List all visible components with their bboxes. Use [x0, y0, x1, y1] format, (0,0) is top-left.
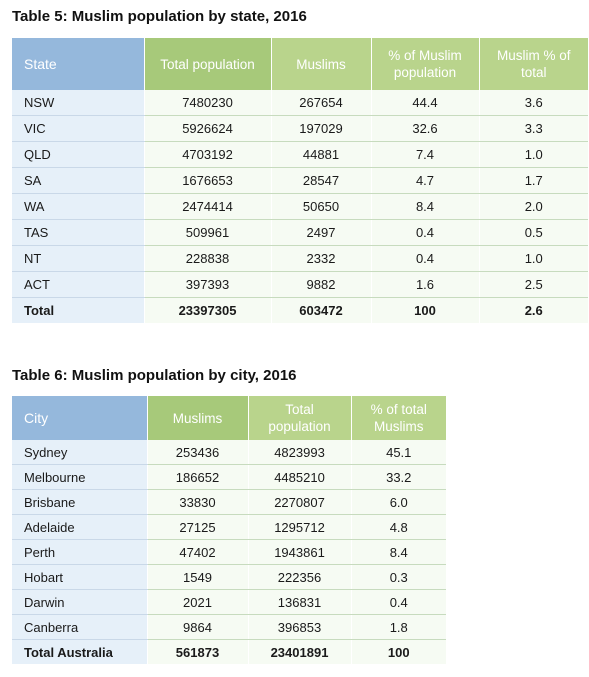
value-cell: 603472: [271, 298, 371, 324]
value-cell: 396853: [248, 615, 351, 640]
value-cell: 2497: [271, 220, 371, 246]
value-cell: 0.4: [371, 246, 479, 272]
value-cell: 3.3: [479, 116, 588, 142]
value-cell: 509961: [144, 220, 271, 246]
value-cell: 4703192: [144, 142, 271, 168]
value-cell: 2332: [271, 246, 371, 272]
value-cell: 2270807: [248, 490, 351, 515]
table6-col-city: City: [12, 396, 147, 440]
row-label-cell: Total Australia: [12, 640, 147, 665]
table-row: [12, 565, 446, 590]
value-cell: 2021: [147, 590, 248, 615]
table5-header-row: [12, 38, 588, 90]
value-cell: 253436: [147, 440, 248, 465]
table5-col-total-population: Total population: [144, 38, 271, 90]
value-cell: 4823993: [248, 440, 351, 465]
value-cell: 1.0: [479, 246, 588, 272]
table5-col-state: State: [12, 38, 144, 90]
value-cell: 45.1: [351, 440, 446, 465]
value-cell: 222356: [248, 565, 351, 590]
row-label-cell: VIC: [12, 116, 144, 142]
table-row: [12, 615, 446, 640]
value-cell: 1.6: [371, 272, 479, 298]
row-label-cell: Brisbane: [12, 490, 147, 515]
value-cell: 2474414: [144, 194, 271, 220]
value-cell: 228838: [144, 246, 271, 272]
table-total-row: [12, 640, 446, 665]
value-cell: 100: [371, 298, 479, 324]
value-cell: 197029: [271, 116, 371, 142]
value-cell: 4.7: [371, 168, 479, 194]
table-row: [12, 465, 446, 490]
value-cell: 1.8: [351, 615, 446, 640]
value-cell: 33830: [147, 490, 248, 515]
table5-state-population: [12, 38, 588, 323]
row-label-cell: Hobart: [12, 565, 147, 590]
value-cell: 5926624: [144, 116, 271, 142]
table6-col-total-population: Total population: [248, 396, 351, 440]
value-cell: 4.8: [351, 515, 446, 540]
table-row: [12, 440, 446, 465]
row-label-cell: Perth: [12, 540, 147, 565]
table-row: [12, 540, 446, 565]
value-cell: 0.4: [371, 220, 479, 246]
row-label-cell: Sydney: [12, 440, 147, 465]
value-cell: 8.4: [371, 194, 479, 220]
table-row: [12, 220, 588, 246]
table6-title: Table 6: Muslim population by city, 2016: [12, 367, 297, 384]
value-cell: 8.4: [351, 540, 446, 565]
value-cell: 47402: [147, 540, 248, 565]
table-row: [12, 116, 588, 142]
value-cell: 267654: [271, 90, 371, 116]
value-cell: 397393: [144, 272, 271, 298]
value-cell: 28547: [271, 168, 371, 194]
table6-col-muslims: Muslims: [147, 396, 248, 440]
value-cell: 1549: [147, 565, 248, 590]
value-cell: 32.6: [371, 116, 479, 142]
value-cell: 23397305: [144, 298, 271, 324]
value-cell: 136831: [248, 590, 351, 615]
row-label-cell: ACT: [12, 272, 144, 298]
row-label-cell: Darwin: [12, 590, 147, 615]
table5-col-muslim-pct-total: Muslim % of total: [479, 38, 588, 90]
table6-header-row: [12, 396, 446, 440]
table5-title: Table 5: Muslim population by state, 2016: [12, 8, 307, 25]
value-cell: 0.4: [351, 590, 446, 615]
value-cell: 23401891: [248, 640, 351, 665]
value-cell: 27125: [147, 515, 248, 540]
row-label-cell: NSW: [12, 90, 144, 116]
row-label-cell: WA: [12, 194, 144, 220]
value-cell: 9882: [271, 272, 371, 298]
value-cell: 44881: [271, 142, 371, 168]
value-cell: 0.3: [351, 565, 446, 590]
table-row: [12, 168, 588, 194]
row-label-cell: QLD: [12, 142, 144, 168]
table5-col-pct-muslim-population: % of Muslim population: [371, 38, 479, 90]
table-row: [12, 515, 446, 540]
value-cell: 6.0: [351, 490, 446, 515]
value-cell: 7480230: [144, 90, 271, 116]
value-cell: 2.0: [479, 194, 588, 220]
value-cell: 7.4: [371, 142, 479, 168]
table-total-row: [12, 298, 588, 324]
value-cell: 1295712: [248, 515, 351, 540]
value-cell: 2.6: [479, 298, 588, 324]
row-label-cell: Canberra: [12, 615, 147, 640]
value-cell: 561873: [147, 640, 248, 665]
value-cell: 4485210: [248, 465, 351, 490]
value-cell: 1943861: [248, 540, 351, 565]
row-label-cell: SA: [12, 168, 144, 194]
row-label-cell: Total: [12, 298, 144, 324]
table-row: [12, 272, 588, 298]
row-label-cell: NT: [12, 246, 144, 272]
table-row: [12, 194, 588, 220]
value-cell: 1.7: [479, 168, 588, 194]
value-cell: 1.0: [479, 142, 588, 168]
table6-col-pct-total-muslims: % of total Muslims: [351, 396, 446, 440]
value-cell: 44.4: [371, 90, 479, 116]
value-cell: 1676653: [144, 168, 271, 194]
value-cell: 33.2: [351, 465, 446, 490]
row-label-cell: Melbourne: [12, 465, 147, 490]
table6-city-population: [12, 396, 446, 664]
value-cell: 9864: [147, 615, 248, 640]
table-row: [12, 142, 588, 168]
value-cell: 100: [351, 640, 446, 665]
value-cell: 186652: [147, 465, 248, 490]
value-cell: 50650: [271, 194, 371, 220]
value-cell: 0.5: [479, 220, 588, 246]
value-cell: 3.6: [479, 90, 588, 116]
table-row: [12, 490, 446, 515]
row-label-cell: Adelaide: [12, 515, 147, 540]
value-cell: 2.5: [479, 272, 588, 298]
table-row: [12, 590, 446, 615]
table-row: [12, 246, 588, 272]
table5-col-muslims: Muslims: [271, 38, 371, 90]
table-row: [12, 90, 588, 116]
row-label-cell: TAS: [12, 220, 144, 246]
